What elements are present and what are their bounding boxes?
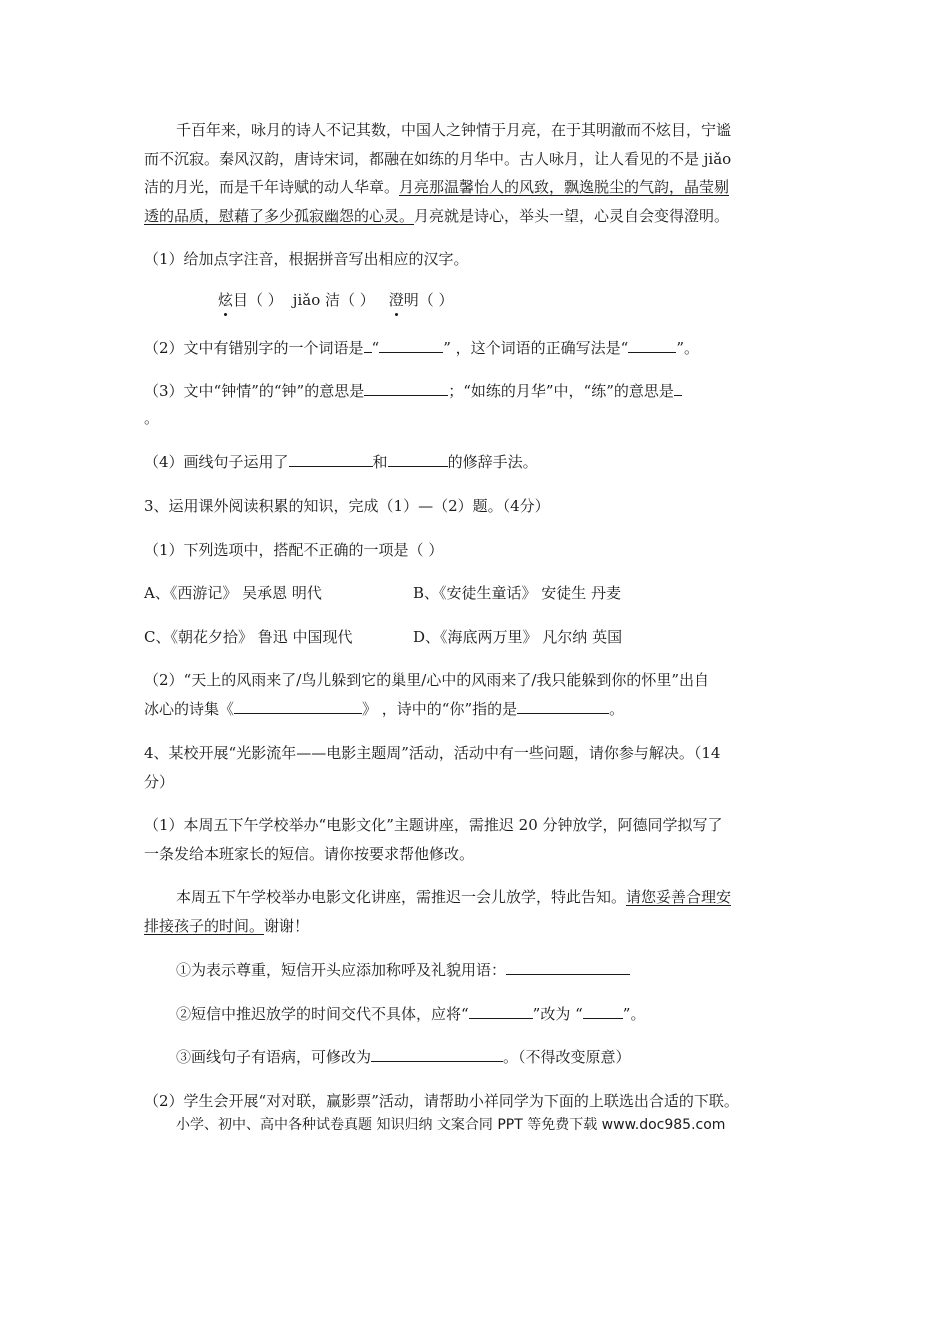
- passage-line-4: [144, 206, 729, 226]
- q3-title: 3、运用课外阅读积累的知识，完成（1）—（2）题。（4分）: [144, 497, 550, 515]
- item-blank: jiǎo 洁（ ）: [292, 291, 375, 309]
- answer-blank[interactable]: [674, 381, 682, 396]
- underlined-sentence: 透的品质，慰藉了多少孤寂幽怨的心灵。: [144, 207, 415, 225]
- sms-text: 本周五下午学校举办电影文化讲座，需推迟一会儿放学，特此告知。: [176, 888, 627, 906]
- answer-blank[interactable]: [379, 338, 443, 353]
- q-text: 和: [372, 453, 388, 471]
- q-text: 》 ，诗中的“你”指的是: [362, 700, 518, 718]
- q-text: （4）画线句子运用了: [144, 453, 289, 471]
- answer-blank[interactable]: [583, 1004, 623, 1019]
- q2-part4: [144, 452, 538, 472]
- q2-part1-items: [218, 290, 454, 310]
- q4-title-line2: 分）: [144, 773, 175, 791]
- q4-sub3: [176, 1047, 631, 1067]
- answer-blank[interactable]: [364, 381, 448, 396]
- answer-blank[interactable]: [371, 1047, 503, 1062]
- q-text: “: [371, 339, 380, 357]
- q2-part1: （1）给加点字注音，根据拼音写出相应的汉字。: [144, 250, 469, 268]
- dotted-char: 炫: [218, 291, 234, 309]
- q3-option-d: D、《海底两万里》 凡尔纳 英国: [413, 628, 623, 646]
- q4-sub1: [176, 960, 630, 980]
- underlined-sentence: 排接孩子的时间。: [144, 917, 265, 935]
- q2-part3-end: 。: [144, 409, 160, 427]
- q-text: ①为表示尊重，短信开头应添加称呼及礼貌用语：: [176, 961, 507, 979]
- q-text: ”。: [676, 339, 699, 357]
- q3-option-b: B、《安徒生童话》 安徒生 丹麦: [413, 584, 622, 602]
- q-text: 。（不得改变原意）: [503, 1048, 631, 1066]
- q3-part2-line2: [144, 699, 624, 719]
- sms-line-1: [176, 887, 731, 907]
- q-text: 。: [609, 700, 625, 718]
- underlined-sentence: 请您妥善合理安: [626, 888, 732, 906]
- passage-line-2: 而不沉寂。秦风汉韵，唐诗宋词，都融在如练的月华中。古人咏月，让人看见的不是 jiǎo: [144, 150, 732, 168]
- sms-text: 谢谢！: [264, 917, 310, 935]
- q-text: ③画线句子有语病，可修改为: [176, 1048, 372, 1066]
- q-text: ”改为 “: [532, 1005, 583, 1023]
- q-text: （2）文中有错别字的一个词语是: [144, 339, 364, 357]
- q4-part2: （2）学生会开展“对对联，赢影票”活动，请帮助小祥同学为下面的上联选出合适的下联。: [144, 1092, 739, 1110]
- q4-sub2: [176, 1004, 645, 1024]
- passage-text: 月亮就是诗心，举头一望，心灵自会变得澄明。: [414, 207, 730, 225]
- answer-blank[interactable]: [364, 338, 372, 353]
- q-text: （3）文中“钟情”的“钟”的意思是: [144, 382, 365, 400]
- q-text: ”。: [622, 1005, 646, 1023]
- item-blank: 明（ ）: [403, 291, 454, 309]
- answer-blank[interactable]: [517, 699, 609, 714]
- answer-blank[interactable]: [234, 699, 362, 714]
- q3-part1: （1）下列选项中，搭配不正确的一项是（ ）: [144, 541, 444, 559]
- q3-option-a: A、《西游记》 吴承恩 明代: [144, 584, 322, 602]
- q-text: ” ，这个词语的正确写法是“: [443, 339, 629, 357]
- q-text: ②短信中推迟放学的时间交代不具体，应将“: [176, 1005, 469, 1023]
- answer-blank[interactable]: [388, 452, 448, 467]
- answer-blank[interactable]: [469, 1004, 533, 1019]
- q-text: 冰心的诗集《: [144, 700, 235, 718]
- answer-blank[interactable]: [289, 452, 373, 467]
- footer-text: 小学、初中、高中各种试卷真题 知识归纳 文案合同 PPT 等免费下载 www.doc985.com: [176, 1117, 726, 1133]
- answer-blank[interactable]: [506, 960, 630, 975]
- q-text: ；“如练的月华”中，“练”的意思是: [448, 382, 674, 400]
- passage-line-1: 千百年来，咏月的诗人不记其数，中国人之钟情于月亮，在于其明澈而不炫目，宁谧: [176, 121, 732, 139]
- sms-line-2: [144, 916, 309, 936]
- item-blank: 目（ ）: [233, 291, 283, 309]
- dotted-char: 澄: [388, 291, 404, 309]
- passage-text: 洁的月光，而是千年诗赋的动人华章。: [144, 178, 400, 196]
- q3-part2-line1: （2）“天上的风雨来了/鸟儿躲到它的巢里/心中的风雨来了/我只能躲到你的怀里”出自: [144, 671, 710, 689]
- underlined-sentence: 月亮那温馨怡人的风致，飘逸脱尘的气韵，晶莹剔: [399, 178, 730, 196]
- answer-blank[interactable]: [628, 338, 676, 353]
- q4-title-line1: 4、某校开展“光影流年——电影主题周”活动，活动中有一些问题，请你参与解决。（14: [144, 744, 721, 762]
- q2-part3: [144, 381, 682, 401]
- q4-part1-line1: （1）本周五下午学校举办“电影文化”主题讲座，需推迟 20 分钟放学，阿德同学拟写了: [144, 816, 723, 834]
- passage-line-3: [144, 177, 729, 197]
- q2-part2: [144, 338, 699, 358]
- q-text: 的修辞手法。: [447, 453, 538, 471]
- q3-option-c: C、《朝花夕拾》 鲁迅 中国现代: [144, 628, 353, 646]
- q4-part1-line2: 一条发给本班家长的短信。请你按要求帮他修改。: [144, 845, 475, 863]
